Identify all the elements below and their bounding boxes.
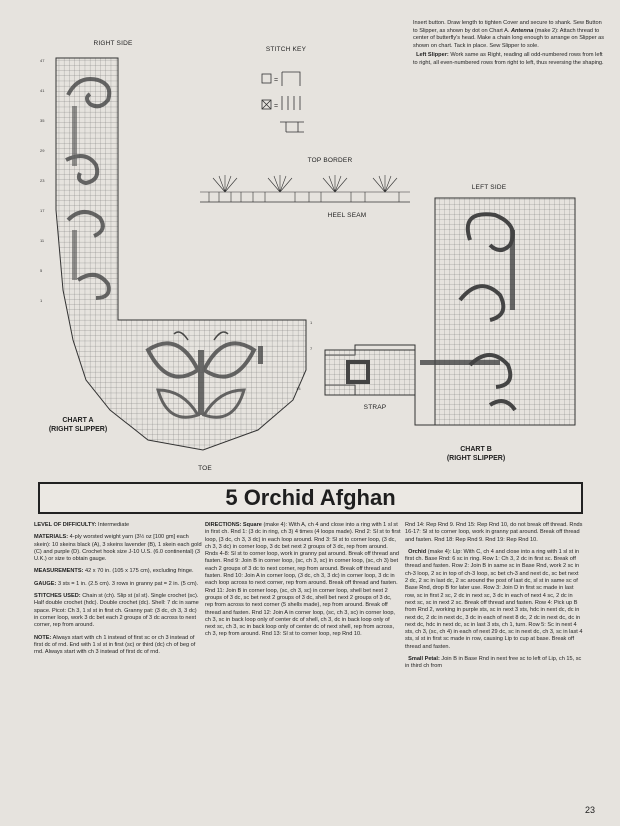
rounds-paragraph: Rnd 14: Rep Rnd 9. Rnd 15: Rep Rnd 10, do not break off thread. Rnds 16-17: Sl st to corner loop, work in granny pat around. Break off thread and fasten. Rnd 18: Rep Rnd 9. Rnd 19: Rep Rnd 10. [405, 522, 583, 543]
antenna-label: Antenna [510, 27, 534, 34]
svg-text:1: 1 [40, 298, 43, 303]
chart-b-label [436, 445, 516, 463]
chart-b-title: CHART B [460, 446, 492, 453]
small-petal-paragraph: Small Petal: Join B in Base Rnd in next free sc to left of Lip, ch 15, sc in third ch from [405, 656, 582, 670]
slipper-finishing-text [413, 20, 605, 70]
top-border-label: TOP BORDER [307, 157, 353, 164]
chart-a-subtitle: (RIGHT SLIPPER) [48, 426, 108, 433]
materials-paragraph: MATERIALS: 4-ply worsted weight yarn (3½ oz [100 gm] each skein): 10 skeins black (A), 3 skeins lavender (B), 1 skein each gold (C) and purple (D). Crochet hook size J-10 U.S. (6.0 continental) (3 U.K.) or size to obtain gauge. [34, 534, 202, 563]
right-side-label: RIGHT SIDE [93, 40, 133, 47]
toe-label: TOE [198, 465, 212, 472]
heel-seam-label: HEEL SEAM [327, 212, 367, 219]
orchid-paragraph: Orchid (make 4): Lip: With C, ch 4 and close into a ring with 1 sl st in first ch. Base Rnd: 6 sc in ring. Row 1: Ch 3, 2 dc in first sc. Break off thread and fasten. Row 2: Join B in same sc in Base Rnd, work 2 sc in ch-3 loop, 2 sc in top of ch-3 loop, sc bet ch-3 and next dc, sc bet next 2 dc, 2 sc in last dc, 2 sc around the post of last dc, sl st in same sc of Base Rnd, drop B for later use. Row 3: Join D in first sc made in last row, sc in first 2 sc, 2 dc in next sc, 3 dc in each of next 4 sc, 2 dc in next sc, sc in next 2 sc. Break off thread and fasten. Row 4: Pick up B from Rnd 2, working in purple sts, sc in next 3 sts, hdc in next dc, dc in next dc, 2 dc in next dc, 3 dc in each of next 8 dc, 2 dc in next dc, dc in next dc, hdc in next dc, sc in last 3 sts, ch 1, turn. Row 5: Sc in next 4 sts, ch 3, (sc, ch 4) in each of next 29 dc, sc in next dc, ch 3, sc in last 4 sts, sl st in first sc made in row, causing Lip to cup at base. Break off thread and fasten. [405, 548, 583, 650]
left-slipper-label: Left Slipper: [416, 52, 449, 59]
svg-text:7: 7 [310, 346, 313, 351]
chart-a-label [38, 416, 118, 434]
stitch-key-label: STITCH KEY [265, 46, 307, 53]
svg-text:35: 35 [40, 118, 45, 123]
column-3 [405, 522, 583, 676]
page-number: 23 [585, 805, 596, 815]
level-paragraph: LEVEL OF DIFFICULTY: Intermediate [34, 522, 130, 528]
svg-text:17: 17 [40, 208, 45, 213]
svg-text:5: 5 [40, 268, 43, 273]
column-1 [34, 522, 202, 661]
svg-text:23: 23 [40, 178, 45, 183]
svg-text:13: 13 [296, 386, 301, 391]
measurements-paragraph: MEASUREMENTS: 42 x 70 in. (105 x 175 cm), excluding fringe. [34, 568, 194, 575]
chart-b-graphic [320, 190, 590, 440]
svg-text:=: = [274, 103, 279, 110]
pattern-title: 5 Orchid Afghan [225, 485, 396, 510]
left-side-label: LEFT SIDE [471, 184, 507, 191]
svg-text:1: 1 [310, 320, 313, 325]
svg-text:11: 11 [40, 238, 45, 243]
strap-label: STRAP [363, 404, 387, 411]
svg-text:=: = [274, 77, 279, 84]
finishing-paragraph: Insert button. Draw length to tighten Cover and secure to shank. Sew Button to Slipper, as shown by dot on Chart A. Antenna (make 2): Attach thread to center of butterfly's head. Make a chain long enough to arrange on Slipper as shown on chart. Tack in place. Sew Slipper to sole. [413, 20, 605, 49]
stitches-paragraph: STITCHES USED: Chain st (ch). Slip st (sl st). Single crochet (sc). Half double crochet (hdc). Double crochet (dc). Shell: 7 dc in same space. Picot: Ch 3, 1 sl st in first ch. Granny pat: (3 dc, ch 3, 3 dc) in corner loop, work 3 dc bet each 2 groups of 3 dc across to next corner, rep from around. [34, 593, 199, 629]
chart-a-title: CHART A [62, 417, 94, 424]
note-paragraph: NOTE: Always start with ch 1 instead of first sc or ch 3 instead of first dc of rnd. End with 1 sl st in first (sc) or third (dc) ch of beg of rnd. Always start with ch 3 instead of first dc of rnd. [34, 634, 196, 656]
column-2 [205, 522, 401, 644]
svg-text:41: 41 [40, 88, 45, 93]
directions-paragraph: DIRECTIONS: Square (make 4): With A, ch 4 and close into a ring with 1 sl st in first ch. Rnd 1: (3 dc in ring, ch 3) 4 times (4 loops made). Rnd 2: Sl st to first loop, (3 dc, ch 3, 3 dc) in each loop around. Rnd 3: Sl st to corner loop, (3 dc, ch 3, 3 dc) in corner loop, 3 dc bet next 2 groups of 3 dc, rep from around. Rnds 4-8: Sl st to corner loop, work in granny pat around. Break off thread and fasten. Rnd 9: Join B in corner loop, (sc, ch 3, sc) in corner loop, (sc, ch 3) bet each 2 groups of 3 dc to next corner, rep from around. Break off thread and fasten. Rnd 10: Join A in corner loop, (3 dc, ch 3, 3 dc) in corner loop, 3 dc in each loop across to next corner, rep from around. Break off thread and fasten. Rnd 11: Join B in corner loop, (sc, ch 3, sc) in corner loop, shell bet next 2 groups of 3 dc, sc bet next 2 groups of 3 dc, shell bet next 2 groups of 3 dc, rep from across to next corner (5 shells made), rep from around. Break off thread and fasten. Rnd 12: Join A in corner loop, (sc, ch 3, sc) in corner loop, ch 3, sc in back loop only of center dc of shell, ch 3, dc in back loop only of next sc, ch 3, sc in back loop only of center dc of next shell, rep from across, ch 3, rep from around. Rnd 13: Sl st to corner loop, rep Rnd 10. [205, 522, 401, 638]
chart-b-subtitle: (RIGHT SLIPPER) [446, 455, 506, 462]
svg-text:29: 29 [40, 148, 45, 153]
stitch-key-graphic [256, 56, 336, 146]
left-slipper-paragraph: Left Slipper: Work same as Right, reading all odd-numbered rows from left to right, all even-numbered rows from right to left, thus reversing the shaping. [413, 52, 604, 66]
pattern-title-box [38, 482, 583, 514]
gauge-paragraph: GAUGE: 3 sts = 1 in. (2.5 cm). 3 rows in granny pat = 2 in. (5 cm). [34, 580, 199, 587]
svg-text:47: 47 [40, 58, 45, 63]
